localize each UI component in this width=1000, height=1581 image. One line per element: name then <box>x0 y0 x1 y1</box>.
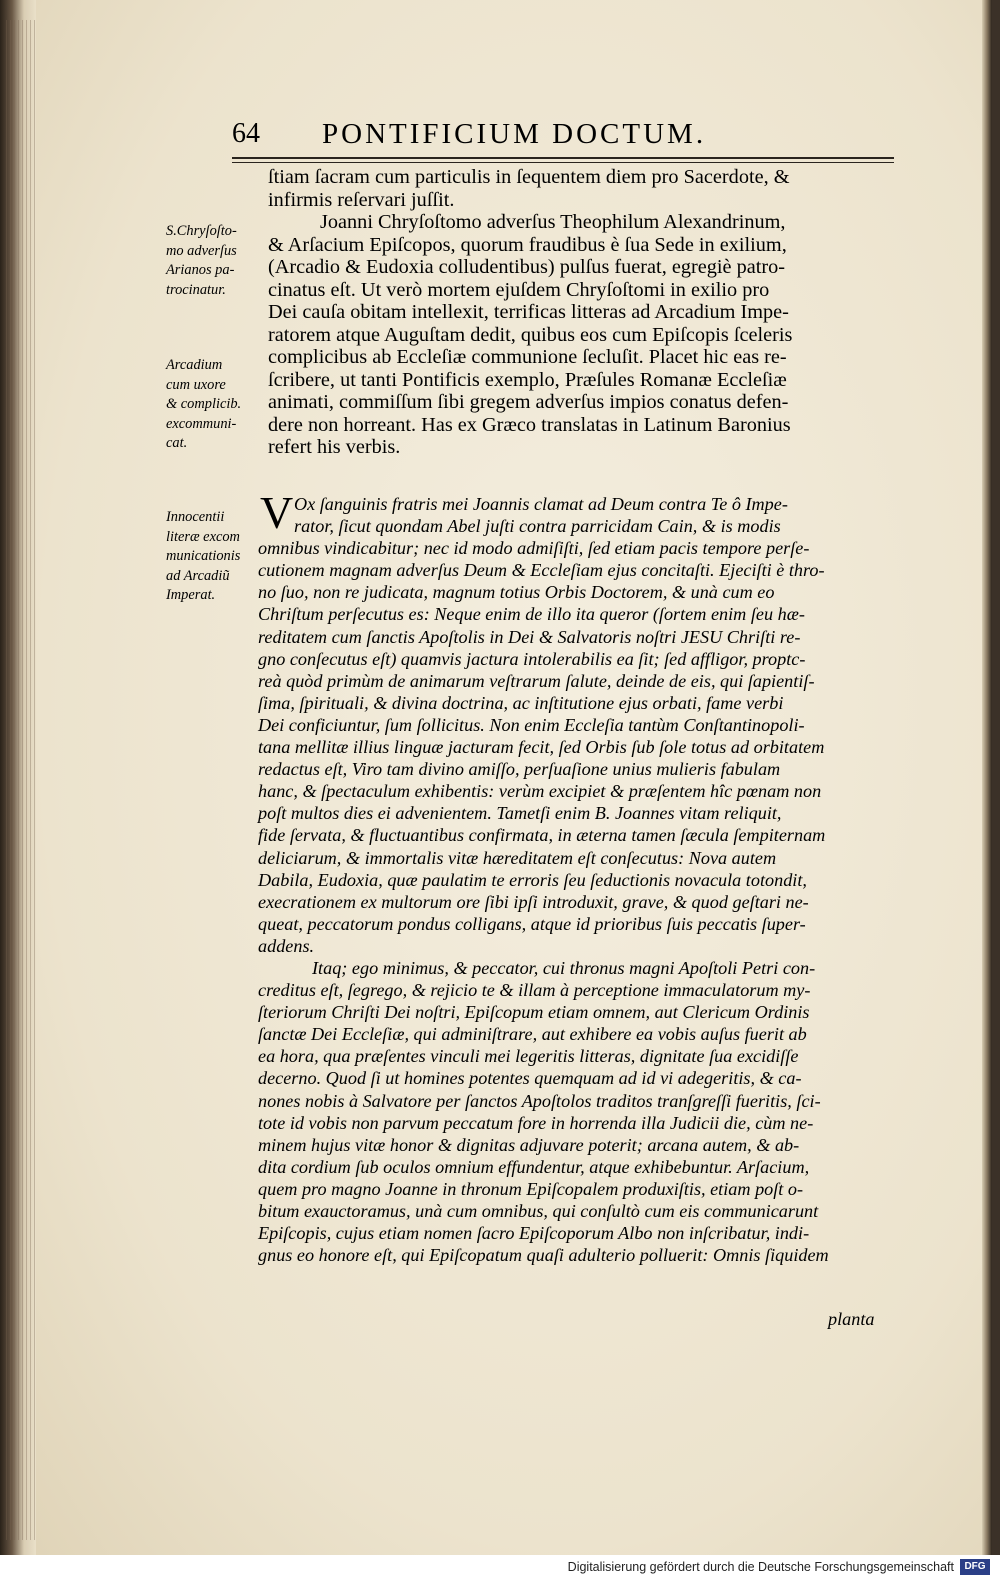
letter-line: Chriſtum perſecutus es: Neque enim de illo ita queror (ſortem enim ſeu hæ- <box>258 604 805 625</box>
book-edge <box>0 0 40 1555</box>
dfg-logo-icon: DFG <box>960 1559 990 1575</box>
margin-note-arcadium <box>166 356 266 454</box>
letter-line: nones nobis à Salvatore per ſanctos Apoſtolos traditos tranſgreſſi fueritis, ſci- <box>258 1090 821 1111</box>
letter-line: tote id vobis non parvum peccatum fore in horrenda illa Judicii die, cùm ne- <box>258 1112 814 1133</box>
text-line: dere non horreant. Has ex Græco translatas in Latinum Baronius <box>268 413 791 436</box>
margin-note-line: excommuni- <box>166 415 237 432</box>
text-line: animati, commiſſum ſibi gregem adverſus impios conatus defen- <box>268 391 789 413</box>
letter-line: ſteriorum Chriſti Dei noſtri, Epiſcopum etiam omnem, aut Clericum Ordinis <box>258 1002 810 1023</box>
letter-line: decerno. Quod ſi ut homines potentes quemquam ad id vi adegeritis, & ca- <box>258 1068 802 1089</box>
margin-note-line: Innocentii <box>166 509 225 525</box>
margin-note-line: Arianos pa- <box>166 262 235 279</box>
letter-line: deliciarum, & immortalis vitæ hæreditatem eſt conſecutus: Nova autem <box>258 847 777 868</box>
letter-line: no ſuo, non re judicata, magnum totius Orbis Doctorem, & unà cum eo <box>258 582 775 603</box>
text-line: & Arſacium Epiſcopos, quorum fraudibus è ſua Sede in exilium, <box>268 233 787 256</box>
text-line: ratorem atque Auguſtam dedit, quibus eos cum Epiſcopis ſceleris <box>268 323 793 346</box>
letter-line: ſima, ſpirituali, & divina doctrina, ac inſtitutione ejus orbati, fame verbi <box>258 692 784 713</box>
text-line: infirmis reſervari juſſit. <box>268 188 455 211</box>
main-text-block <box>268 166 896 459</box>
letter-line: Epiſcopis, cujus etiam nomen ſacro Epiſcoporum Albo non inſcribatur, indi- <box>258 1223 810 1244</box>
page-header <box>232 118 892 162</box>
page-number: 64 <box>232 118 260 149</box>
letter-text-block <box>258 493 896 1266</box>
letter-line: Dabila, Eudoxia, quæ paulatim te erroris ſeu ſeductionis novacula totondit, <box>258 869 807 890</box>
margin-note-line: cum uxore <box>166 376 226 393</box>
letter-line: Itaq; ego minimus, & peccator, cui thronus magni Apoſtoli Petri con- <box>312 957 816 978</box>
letter-line: fide ſervata, & fluctuantibus confirmata, in æterna tamen ſæcula ſempiternam <box>258 825 826 846</box>
text-line: ſcribere, ut tanti Pontificis exemplo, Præſules Romanæ Eccleſiæ <box>268 368 787 391</box>
margin-note-line: mo adverſus <box>166 242 237 259</box>
letter-line: hanc, & ſpectaculum exhibentis: verùm excipiet & præſentem hîc pœnam non <box>258 781 822 802</box>
page-stack-lines <box>6 20 36 1540</box>
margin-note-line: Arcadium <box>166 357 223 373</box>
letter-line: dita cordium ſub oculos omnium effundentur, atque exhibebuntur. Arſacium, <box>258 1156 810 1177</box>
letter-line: reà quòd primùm de animarum veſtrarum ſalute, deinde de eis, qui ſapientiſ- <box>258 670 815 691</box>
text-line: complicibus ab Eccleſiæ communione ſecluſit. Placet hic eas re- <box>268 346 787 368</box>
margin-note-innocentii <box>166 508 266 606</box>
letter-line: creditus eſt, ſegrego, & rejicio te & illam à perceptione immaculatorum my- <box>258 980 811 1001</box>
letter-line: omnibus vindicabitur; nec id modo admiſiſti, ſed etiam pacis tempore perſe- <box>258 538 810 559</box>
letter-line: poſt multos dies ei advenientem. Tametſi enim B. Joannes vitam reliquit, <box>258 803 782 824</box>
header-rule-thick <box>232 157 894 159</box>
letter-line: execrationem ex multorum ore ſibi ipſi introduxit, grave, & quod geſtari ne- <box>258 891 809 912</box>
text-line: ſtiam ſacram cum particulis in ſequentem diem pro Sacerdote, & <box>268 166 790 188</box>
margin-note-line: Imperat. <box>166 587 216 604</box>
catchword: planta <box>828 1309 875 1329</box>
page-gutter-shadow <box>982 0 992 1555</box>
letter-line: gno conſecutus eſt) quamvis jactura intolerabilis ea ſit; ſed affligor, proptc- <box>258 648 806 669</box>
margin-note-line: literæ excom <box>166 528 240 545</box>
margin-note-line: cat. <box>166 435 188 452</box>
margin-note-chrysostom <box>166 222 266 300</box>
letter-line: rator, ſicut quondam Abel juſti contra parricidam Cain, & is modis <box>294 516 781 537</box>
margin-note-line: trocinatur. <box>166 281 226 298</box>
letter-line: gnus eo honore eſt, qui Epiſcopatum quaſi adulterio polluerit: Omnis ſiquidem <box>258 1245 829 1266</box>
letter-line: Dei conficiuntur, ſum ſollicitus. Non enim Eccleſia tantùm Conſtantinopoli- <box>258 714 805 735</box>
footer-credit: Digitalisierung gefördert durch die Deutsche Forschungsgemeinschaft <box>567 1560 954 1574</box>
margin-note-line: ad Arcadiũ <box>166 567 230 584</box>
letter-line: reditatem cum ſanctis Apoſtolis in Dei & Salvatoris noſtri JESU Chriſti re- <box>258 626 801 647</box>
margin-note-line: S.Chryſoſto- <box>166 223 237 239</box>
letter-line: bitum exauctoramus, unà cum omnibus, qui conſultò cum eis communicarunt <box>258 1201 819 1221</box>
letter-line: minem hujus vitæ honor & dignitas adjuvare poterit; arcana autem, & ab- <box>258 1134 800 1155</box>
letter-line: cutionem magnam adverſus Deum & Eccleſiam ejus concitaſti. Ejeciſti è thro- <box>258 560 825 581</box>
letter-line: Ox ſanguinis fratris mei Joannis clamat ad Deum contra Te ô Impe- <box>294 494 788 514</box>
margin-note-line: municationis <box>166 548 241 565</box>
letter-line: quem pro magno Joanne in thronum Epiſcopalem produxiſtis, etiam poſt o- <box>258 1178 804 1199</box>
header-rule-thin <box>232 162 894 163</box>
footer-bar <box>0 1555 1000 1581</box>
margin-note-line: & complicib. <box>166 396 242 413</box>
letter-line: queat, peccatorum pondus colligans, atque id prioribus ſuis peccatis ſuper- <box>258 913 806 934</box>
letter-line: addens. <box>258 935 315 956</box>
text-line: Joanni Chryſoſtomo adverſus Theophilum Alexandrinum, <box>320 211 786 233</box>
running-title: PONTIFICIUM DOCTUM. <box>322 118 707 150</box>
letter-line: ea hora, qua præſentes vinculi mei legeritis litteras, dignitate ſua excidiſſe <box>258 1046 799 1067</box>
letter-line: tana mellitæ illius linguæ jacturam fecit, ſed Orbis ſub ſole totus ad orbitatem <box>258 737 825 758</box>
text-line: cinatus eſt. Ut verò mortem ejuſdem Chryſoſtomi in exilio pro <box>268 278 770 301</box>
text-line: Dei cauſa obitam intellexit, terrificas litteras ad Arcadium Impe- <box>268 301 789 323</box>
text-line: refert his verbis. <box>268 436 401 458</box>
drop-cap: V <box>260 487 294 538</box>
letter-line: ſanctæ Dei Eccleſiæ, qui adminiſtrare, aut exhibere ea vobis auſus fuerit ab <box>258 1024 807 1045</box>
text-line: (Arcadio & Eudoxia colludentibus) pulſus fuerat, egregiè patro- <box>268 256 786 278</box>
letter-line: redactus eſt, Viro tam divino amiſſo, perſuaſione unius mulieris fabulam <box>258 759 781 780</box>
